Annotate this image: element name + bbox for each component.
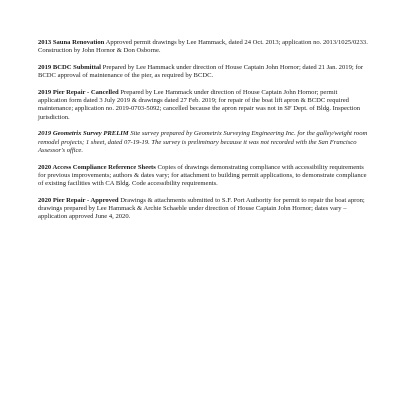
entry-geometrix-survey [38,130,368,155]
entry-body: Prepared by Lee Hammack under direction of House Captain John Hornor; permit application form dated 3 July 2019 & drawings dated 27 Feb. 2019; for repair of the boat lift apron & BCDC required maintenance; application no. 2019-0703-5092; cancelled because the apron repair was not in SF Dept. of Bldg. Inspection jurisdiction. [38,89,361,121]
entry-pier-repair-cancelled [38,89,368,122]
entry-title: 2020 Access Compliance Reference Sheets [38,163,156,171]
entry-pier-repair-approved [38,197,368,222]
entry-access-compliance [38,164,368,189]
entry-title: 2019 Geometrix Survey PRELIM [38,130,129,138]
entry-body: Copies of drawings demonstrating compliance with accessibility requirements for previous improvements; authors & dates vary; for attachment to building permit applications, to demonstrate compliance of existing facilities with CA Bldg. Code accessibility requirements. [38,163,367,188]
entry-title: 2020 Pier Repair - Approved [38,196,119,204]
entry-bcdc-submittal [38,64,368,80]
entry-sauna-renovation [38,39,368,55]
document-page [38,39,368,230]
entry-body: Prepared by Lee Hammack under direction of House Captain John Hornor; dated 21 Jan. 2019; for BCDC approval of maintenance of the pier, as required by BCDC. [38,64,364,80]
entry-title: 2019 BCDC Submittal [38,64,102,71]
entry-title: 2019 Pier Repair - Cancelled [38,89,119,96]
entry-body: Approved permit drawings by Lee Hammack, dated 24 Oct. 2013; application no. 2013/1025/0233. Construction by John Hornor & Don Osborne. [38,39,368,55]
entry-title: 2013 Sauna Renovation [38,39,105,46]
entry-body: Drawings & attachments submitted to S.F. Port Authority for permit to repair the boat apron; drawings prepared by Lee Hammack & Archie Schaeble under direction of House Captain John Hornor; dates vary – application approved June 4, 2020. [38,196,365,221]
entry-body: Site survey prepared by Geometrix Surveying Engineering Inc. for the galley/weight room remodel projects; 1 sheet, dated 07-19-19. The survey is preliminary because it was not recorded with the San Francisco Assessor's office. [38,130,368,154]
